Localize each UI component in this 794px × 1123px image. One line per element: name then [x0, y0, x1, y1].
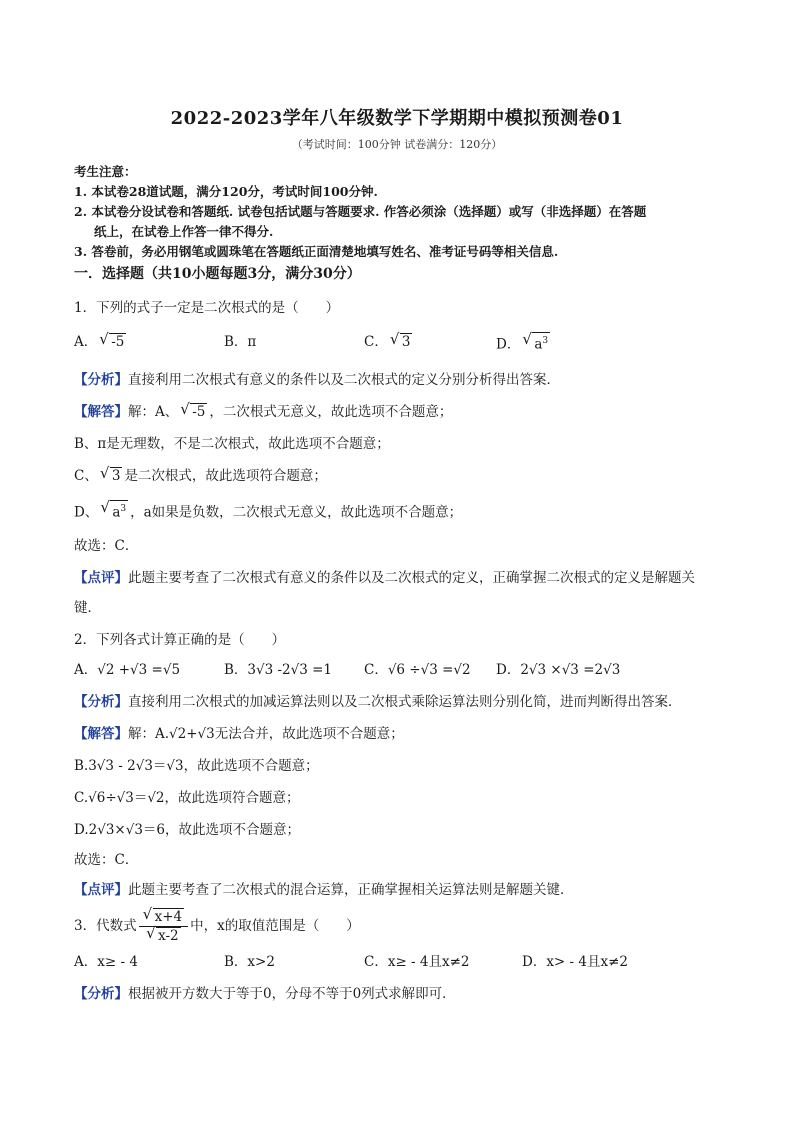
q3-option-c: C．x≥ - 4且x≠2	[364, 954, 470, 970]
q1-stem: 1．下列的式子一定是二次根式的是（ ）	[74, 300, 340, 316]
q2-comment: 【点评】此题主要考查了二次根式的混合运算，正确掌握相关运算法则是解题关键．	[74, 882, 574, 898]
q1-option-a: A．√ -5	[74, 332, 128, 352]
q2-option-b: B．3√3 -2√3 =1	[224, 662, 333, 678]
notes-heading: 考生注意：	[74, 164, 137, 179]
q1-solution-b: B、π是无理数，不是二次根式，故此选项不合题意；	[74, 436, 390, 452]
q1-comment: 【点评】此题主要考查了二次根式有意义的条件以及二次根式的定义，正确掌握二次根式的定义是解题关	[74, 570, 695, 586]
notes-item-1: 1. 本试卷28道试题，满分120分，考试时间100分钟.	[74, 184, 378, 199]
q3-option-d: D．x> - 4且x≠2	[522, 954, 628, 970]
section-heading: 一．选择题（共10小题每题3分，满分30分）	[74, 266, 361, 282]
q2-analysis: 【分析】直接利用二次根式的加减运算法则以及二次根式乘除运算法则分别化简，进而判断得出答案．	[74, 694, 682, 710]
notes-item-2b: 纸上，在试卷上作答一律不得分.	[94, 224, 274, 239]
q1-solution-c: C、√ 3 是二次根式，故此选项符合题意；	[74, 466, 327, 486]
q1-option-d: D．√ $a^3$	[496, 332, 552, 355]
q3-analysis: 【分析】根据被开方数大于等于0，分母不等于0列式求解即可．	[74, 986, 456, 1002]
q2-solution-d: D.2√3×√3＝6，故此选项不合题意；	[74, 822, 301, 838]
q1-comment-cont: 键．	[74, 600, 101, 616]
q2-solution-b: B.3√3 - 2√3＝√3，故此选项不合题意；	[74, 758, 319, 774]
q3-option-b: B．x>2	[224, 954, 275, 970]
q1-option-c: C．√ 3	[364, 332, 414, 352]
q1-option-b: B．π	[224, 334, 257, 350]
q3-option-a: A．x≥ - 4	[74, 954, 138, 970]
q3-stem: 3．代数式 √ x+4 √ x-2 中，x的取值范围是（ ）	[74, 906, 360, 946]
q2-option-d: D．2√3 ×√3 =2√3	[496, 662, 621, 678]
q2-stem: 2．下列各式计算正确的是（ ）	[74, 632, 286, 648]
q1-analysis: 【分析】直接利用二次根式有意义的条件以及二次根式的定义分别分析得出答案．	[74, 372, 560, 388]
q2-answer: 故选：C．	[74, 852, 139, 868]
q2-solution-a: 【解答】解：A.√2+√3无法合并，故此选项不合题意；	[74, 726, 404, 742]
q2-option-c: C．√6 ÷√3 =√2	[364, 662, 471, 678]
q1-answer: 故选：C．	[74, 538, 139, 554]
q3-fraction: √ x+4 √ x-2	[139, 908, 189, 945]
exam-info: （考试时间：100分钟 试卷满分：120分）	[291, 138, 503, 151]
q2-solution-c: C.√6÷√3＝√2，故此选项符合题意；	[74, 790, 300, 806]
q1-solution-d: D、√ $a^3$ ，a如果是负数，二次根式无意义，故此选项不合题意；	[74, 500, 462, 523]
page-title: 2022-2023学年八年级数学下学期期中模拟预测卷01	[170, 108, 624, 129]
notes-item-3: 3. 答卷前，务必用钢笔或圆珠笔在答题纸正面清楚地填写姓名、准考证号码等相关信息.	[74, 244, 559, 259]
q2-option-a: A．√2 +√3 =√5	[74, 662, 181, 678]
q1-solution-a: 【解答】解：A、√ -5 ，二次根式无意义，故此选项不合题意；	[74, 402, 452, 422]
notes-item-2a: 2. 本试卷分设试卷和答题纸. 试卷包括试题与答题要求. 作答必须涂（选择题）或写（非选择题）在答题	[74, 204, 647, 219]
